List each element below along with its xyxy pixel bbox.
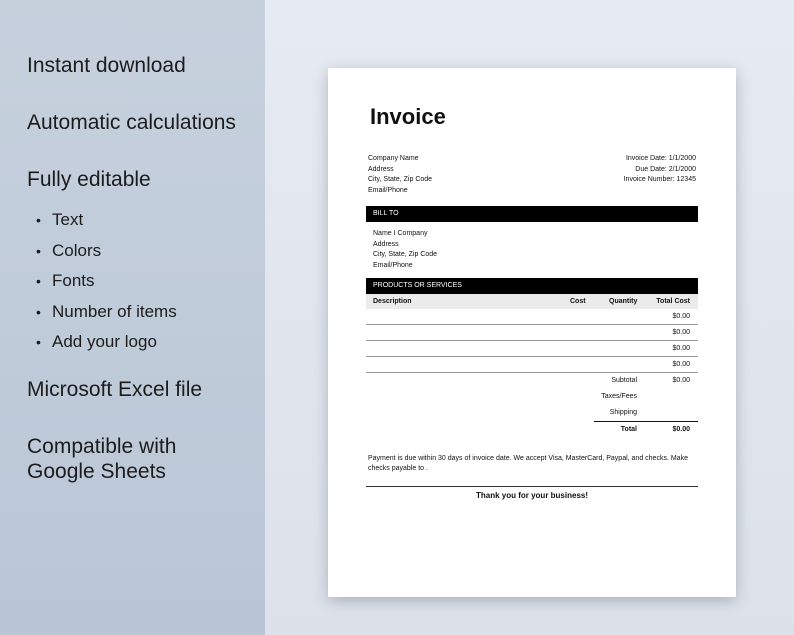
invoice-meta: [624, 154, 696, 186]
feature-automatic-calculations: Automatic calculations: [27, 111, 236, 134]
subtotal-value: $0.00: [672, 377, 690, 384]
company-info: [368, 154, 432, 197]
features-panel: [0, 0, 265, 635]
subtotal-row: [366, 373, 698, 389]
feature-compatible-line2: Google Sheets: [27, 460, 166, 483]
column-header-total-cost: Total Cost: [656, 298, 690, 305]
shipping-label: Shipping: [609, 409, 637, 416]
list-item-label: Add your logo: [52, 332, 157, 351]
products-table: [366, 294, 698, 437]
total-label: Total: [620, 426, 637, 433]
list-item: [36, 236, 177, 267]
bill-to-address: Address: [373, 240, 399, 248]
table-row: [366, 309, 698, 325]
table-row: [366, 341, 698, 357]
due-date: Due Date: 2/1/2000: [635, 165, 696, 173]
feature-fully-editable: Fully editable: [27, 168, 151, 191]
table-header-row: [366, 294, 698, 309]
column-header-description: Description: [373, 298, 412, 305]
divider: [366, 486, 698, 487]
invoice-date: Invoice Date: 1/1/2000: [625, 155, 696, 162]
bullet-icon: •: [36, 212, 41, 228]
invoice-title: Invoice: [370, 104, 446, 129]
row-total: $0.00: [672, 329, 690, 336]
bill-to-contact: Email/Phone: [373, 262, 413, 270]
bullet-icon: •: [36, 242, 41, 259]
feature-compatible-line1: Compatible with: [27, 435, 177, 458]
bill-to-info: [373, 229, 437, 272]
invoice-sheet: [328, 68, 736, 597]
bullet-icon: •: [36, 334, 41, 350]
company-contact: Email/Phone: [368, 187, 408, 195]
table-row: [366, 357, 698, 373]
list-item: [36, 205, 177, 236]
payment-note: Payment is due within 30 days of invoice date. We accept Visa, MasterCard, Paypal, and checks. Make checks payable to .: [368, 455, 688, 472]
invoice-number: Invoice Number: 12345: [623, 176, 696, 184]
row-total: $0.00: [672, 313, 690, 320]
row-total: $0.00: [672, 361, 690, 368]
table-row: [366, 325, 698, 341]
list-item: [36, 297, 177, 328]
company-city: City, State, Zip Code: [368, 176, 433, 184]
list-item: [36, 327, 177, 358]
total-value: $0.00: [672, 426, 690, 433]
total-row: [594, 421, 698, 437]
list-item-label: Number of items: [52, 301, 177, 321]
taxes-row: [366, 389, 698, 405]
taxes-label: Taxes/Fees: [601, 393, 637, 400]
feature-excel-file: Microsoft Excel file: [27, 378, 203, 401]
bullet-icon: •: [36, 303, 41, 320]
editable-items-list: [36, 205, 177, 358]
products-header: PRODUCTS OR SERVICES: [366, 278, 698, 294]
thank-you-message: Thank you for your business!: [475, 491, 588, 500]
list-item-label: Colors: [52, 240, 102, 260]
list-item: [36, 266, 177, 297]
column-header-cost: Cost: [570, 298, 586, 305]
subtotal-label: Subtotal: [611, 377, 637, 384]
bill-to-name: Name I Company: [373, 230, 428, 237]
company-name: Company Name: [368, 155, 419, 162]
bill-to-city: City, State, Zip Code: [373, 251, 438, 259]
company-address: Address: [368, 165, 394, 173]
bullet-icon: •: [36, 273, 41, 289]
row-total: $0.00: [672, 345, 690, 352]
column-header-quantity: Quantity: [609, 298, 638, 305]
shipping-row: [366, 405, 698, 421]
list-item-label: Fonts: [52, 271, 95, 290]
bill-to-header: BILL TO: [366, 206, 698, 222]
feature-instant-download: Instant download: [27, 54, 186, 77]
list-item-label: Text: [52, 210, 84, 229]
